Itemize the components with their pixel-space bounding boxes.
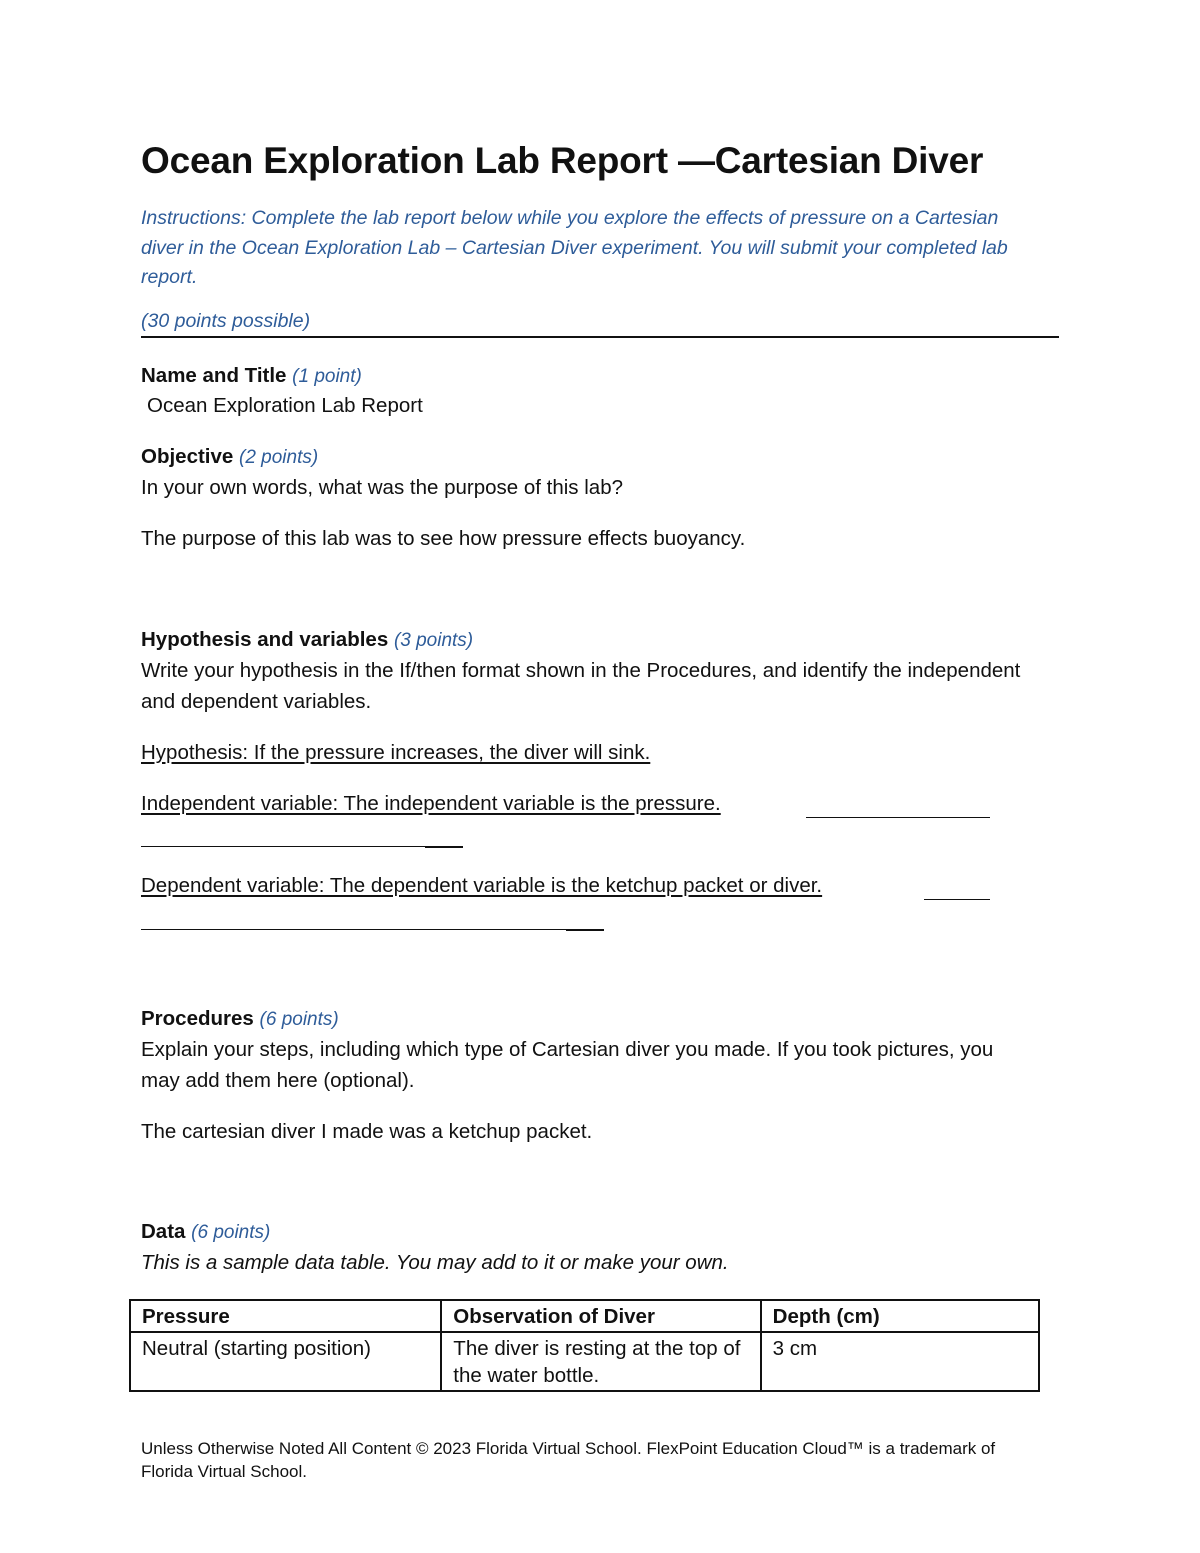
hypothesis-heading (141, 628, 473, 652)
objective-prompt: In your own words, what was the purpose of this lab? (141, 476, 624, 499)
data-heading (141, 1220, 270, 1244)
table-cell[interactable]: Neutral (starting position) (130, 1332, 441, 1391)
table-header-row (130, 1300, 1039, 1332)
procedures-points: (6 points) (259, 1009, 339, 1030)
data-heading-label: Data (141, 1220, 186, 1243)
name-title-heading (141, 364, 362, 388)
page-title: Ocean Exploration Lab Report —Cartesian Diver (141, 140, 984, 181)
procedures-prompt: Explain your steps, including which type of Cartesian diver you made. If you took pictures, you may add them here (optional). (141, 1038, 994, 1092)
table-header-cell: Depth (cm) (761, 1300, 1039, 1332)
procedures-heading-label: Procedures (141, 1007, 254, 1030)
answer-blank-line (566, 929, 604, 931)
name-title-heading-label: Name and Title (141, 364, 287, 387)
answer-blank-line (141, 846, 425, 847)
answer-blank-line (806, 817, 990, 818)
table-cell[interactable]: The diver is resting at the top of the water bottle. (441, 1332, 760, 1391)
procedures-heading (141, 1007, 339, 1031)
name-title-answer[interactable]: Ocean Exploration Lab Report (147, 394, 423, 417)
procedures-answer[interactable]: The cartesian diver I made was a ketchup packet. (141, 1120, 593, 1143)
instructions: Instructions: Complete the lab report below while you explore the effects of pressure on a Cartesian diver in the Ocean Exploration Lab – Cartesian Diver experiment. You will submit your completed lab report. (141, 207, 1008, 288)
independent-variable-answer[interactable]: Independent variable: The independent variable is the pressure. (141, 792, 721, 815)
answer-blank-line (425, 846, 463, 848)
table-header-cell: Pressure (130, 1300, 441, 1332)
answer-blank-line (924, 899, 990, 900)
name-title-points: (1 point) (292, 366, 362, 387)
data-points: (6 points) (191, 1222, 271, 1243)
hypothesis-prompt: Write your hypothesis in the If/then format shown in the Procedures, and identify the independent and dependent variables. (141, 659, 1021, 713)
objective-points: (2 points) (239, 447, 319, 468)
table-cell[interactable]: 3 cm (761, 1332, 1039, 1391)
hypothesis-points: (3 points) (393, 630, 474, 651)
hypothesis-answer[interactable]: Hypothesis: If the pressure increases, the diver will sink. (141, 741, 651, 764)
data-prompt: This is a sample data table. You may add to it or make your own. (141, 1251, 729, 1274)
footer-copyright: Unless Otherwise Noted All Content © 2023 Florida Virtual School. FlexPoint Education Cloud™ is a trademark of Florida Virtual School. (141, 1439, 996, 1481)
title-divider (141, 336, 1059, 338)
table-header-cell: Observation of Diver (441, 1300, 760, 1332)
table-row (130, 1332, 1039, 1391)
objective-heading (141, 445, 318, 469)
objective-heading-label: Objective (141, 445, 234, 468)
points-possible: (30 points possible) (141, 310, 311, 332)
data-table (129, 1299, 1040, 1392)
dependent-variable-answer[interactable]: Dependent variable: The dependent variable is the ketchup packet or diver. (141, 874, 823, 897)
answer-blank-line (141, 929, 566, 930)
hypothesis-heading-label: Hypothesis and variables (141, 628, 389, 651)
objective-answer[interactable]: The purpose of this lab was to see how pressure effects buoyancy. (141, 527, 746, 550)
